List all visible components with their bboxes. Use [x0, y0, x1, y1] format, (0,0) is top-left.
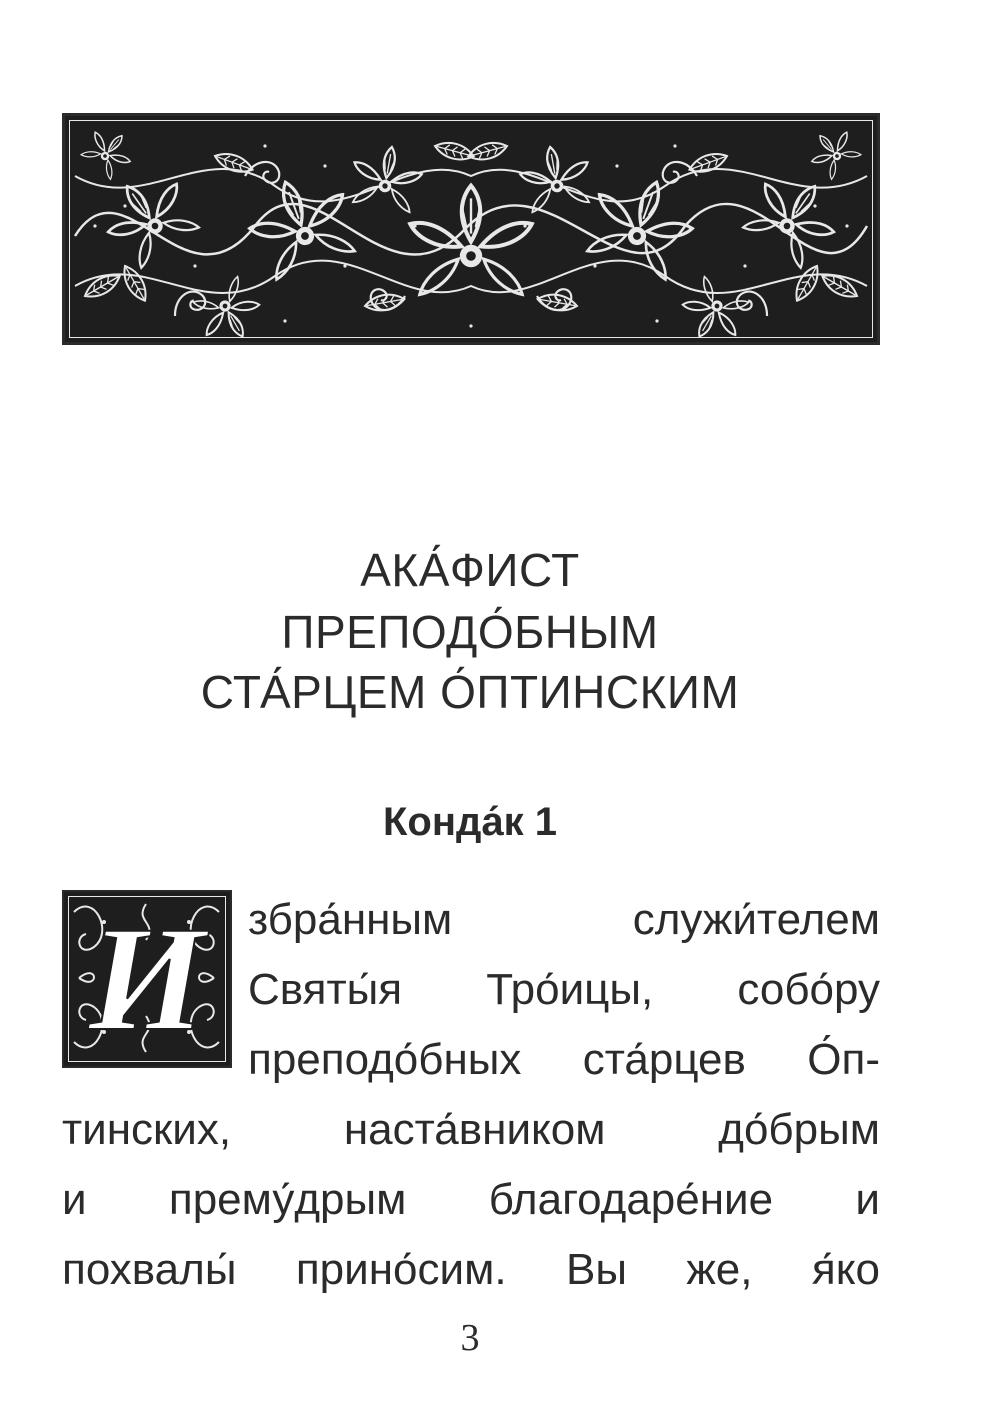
title-line-3: СТА́РЦЕМ О́ПТИНСКИМ — [200, 666, 740, 718]
drop-cap — [62, 890, 232, 1068]
word: и — [855, 1175, 880, 1224]
kontakion-line-5 — [62, 1170, 880, 1230]
word: прино́сим. — [295, 1245, 507, 1294]
word: благодаре́ние — [488, 1175, 774, 1224]
word: наста́вником — [343, 1105, 606, 1154]
word: же, — [686, 1245, 753, 1294]
kontakion-heading: Конда́к 1 — [382, 800, 558, 844]
word: собо́ру — [737, 965, 880, 1014]
word: Вы — [565, 1245, 627, 1294]
drop-cap-letter: И — [88, 896, 206, 1062]
word: служи́телем — [632, 895, 880, 944]
word: прему́дрым — [168, 1175, 407, 1224]
word: я́ко — [811, 1245, 880, 1294]
word: похвалы́ — [62, 1245, 237, 1294]
word: тинских, — [62, 1105, 232, 1154]
title-line-2: ПРЕПОДО́БНЫМ — [281, 606, 659, 658]
word: и — [62, 1175, 87, 1224]
word: Тро́ицы, — [486, 965, 654, 1014]
kontakion-line-1 — [248, 890, 880, 950]
kontakion-line-2 — [248, 960, 880, 1020]
word: збра́нным — [248, 895, 453, 944]
kontakion-line-3 — [248, 1030, 880, 1090]
word: Святы́я — [248, 965, 403, 1014]
page-number: 3 — [460, 1317, 480, 1359]
title-line-1: АКА́ФИСТ — [360, 544, 580, 596]
word: ста́рцев — [582, 1035, 746, 1084]
kontakion-line-4 — [62, 1100, 880, 1160]
word: О́п- — [807, 1035, 880, 1084]
word: до́брым — [718, 1105, 880, 1154]
word: преподо́бных — [248, 1035, 522, 1084]
floral-ornament-banner — [62, 113, 880, 345]
kontakion-line-6 — [62, 1240, 880, 1300]
